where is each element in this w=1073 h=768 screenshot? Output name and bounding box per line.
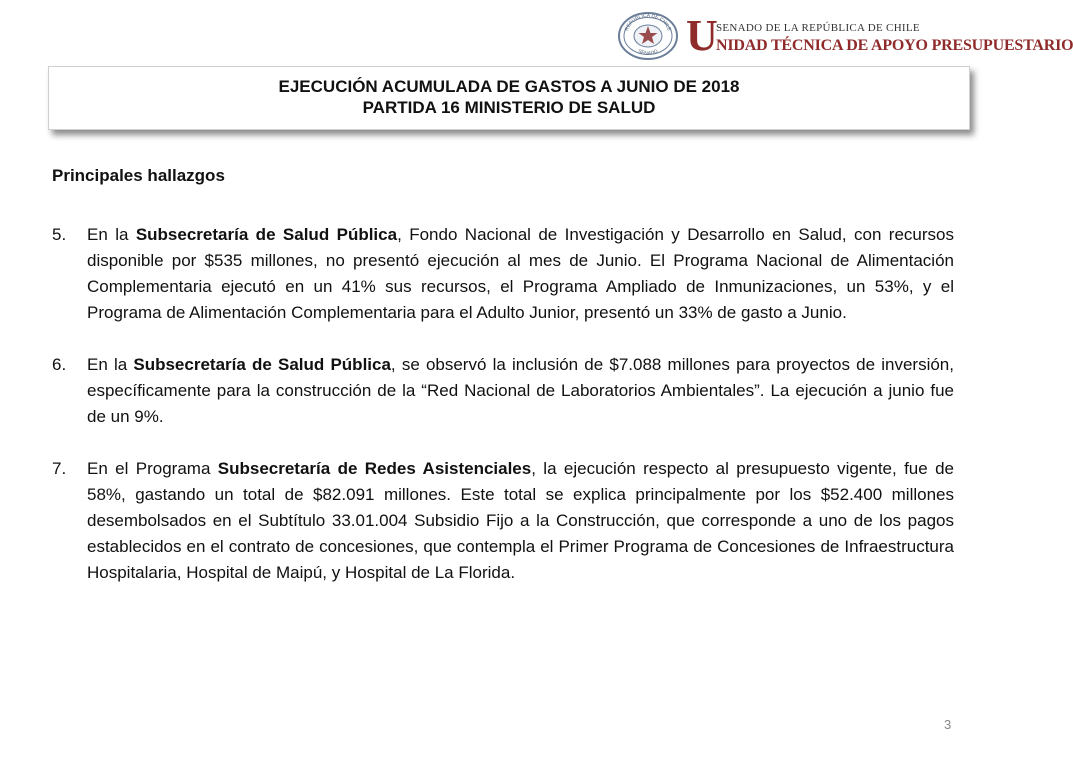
finding-emphasis: Subsecretaría de Salud Pública — [135, 225, 398, 244]
seal-text-bottom: SENADO — [636, 48, 660, 57]
finding-item — [52, 352, 954, 430]
finding-item — [52, 222, 954, 326]
seal-text-top: REPÚBLICA DE CHILE — [623, 12, 673, 32]
senate-seal-icon — [616, 10, 680, 60]
finding-text-part: , se observó la inclusión de $7.088 millones para proyectos de inversión, específicamente para la construcción de la “Red Nacional de Laboratorios Ambientales”. La ejecución a junio fue de un 9%. — [87, 355, 954, 426]
finding-number: 5. — [52, 225, 67, 244]
brand-initial: U — [686, 11, 718, 60]
findings-list — [52, 222, 954, 612]
finding-text — [87, 459, 954, 582]
section-heading: Principales hallazgos — [52, 166, 225, 185]
brand-line-senate: SENADO DE LA REPÚBLICA DE CHILE — [716, 22, 920, 34]
svg-text:SENADO — [637, 48, 659, 56]
finding-text-part: , Fondo Nacional de Investigación y Desarrollo en Salud, con recursos disponible por $535 millones, no presentó ejecución al mes de Junio. El Programa Nacional de Alimentación Complementaria ejecutó en un 41% sus recursos, el Programa Ampliado de Inmunizaciones, un 53%, y el Programa de Alimentación Complementaria para el Adulto Junior, presentó un 33% de gasto a Junio. — [87, 225, 954, 322]
header-logo — [616, 6, 1073, 62]
finding-text-part: En el Programa — [87, 459, 218, 478]
brand-wordmark — [686, 11, 1073, 60]
finding-text-part: En la — [87, 355, 134, 374]
finding-text — [87, 225, 954, 322]
title-line-1: EJECUCIÓN ACUMULADA DE GASTOS A JUNIO DE 2018 — [278, 77, 740, 96]
finding-text — [87, 355, 954, 426]
title-box — [48, 66, 970, 130]
page-number: 3 — [944, 717, 952, 732]
finding-number: 7. — [52, 459, 67, 478]
finding-number: 6. — [52, 355, 67, 374]
finding-item — [52, 456, 954, 586]
finding-emphasis: Subsecretaría de Redes Asistenciales — [217, 459, 532, 478]
finding-text-part: , la ejecución respecto al presupuesto vigente, fue de 58%, gastando un total de $82.091 millones. Este total se explica principalmente por los $52.400 millones desembolsados en el Subtítulo 33.01.004 Subsidio Fijo a la Construcción, que corresponde a uno de los pagos establecidos en el contrato de concesiones, que contempla el Primer Programa de Concesiones de Infraestructura Hospitalaria, Hospital de Maipú, y Hospital de La Florida. — [87, 459, 954, 582]
title-line-2: PARTIDA 16 MINISTERIO DE SALUD — [362, 98, 656, 117]
brand-line-unit: NIDAD TÉCNICA DE APOYO PRESUPUESTARIO — [716, 37, 1073, 54]
finding-text-part: En la — [87, 225, 136, 244]
finding-emphasis: Subsecretaría de Salud Pública — [133, 355, 391, 374]
